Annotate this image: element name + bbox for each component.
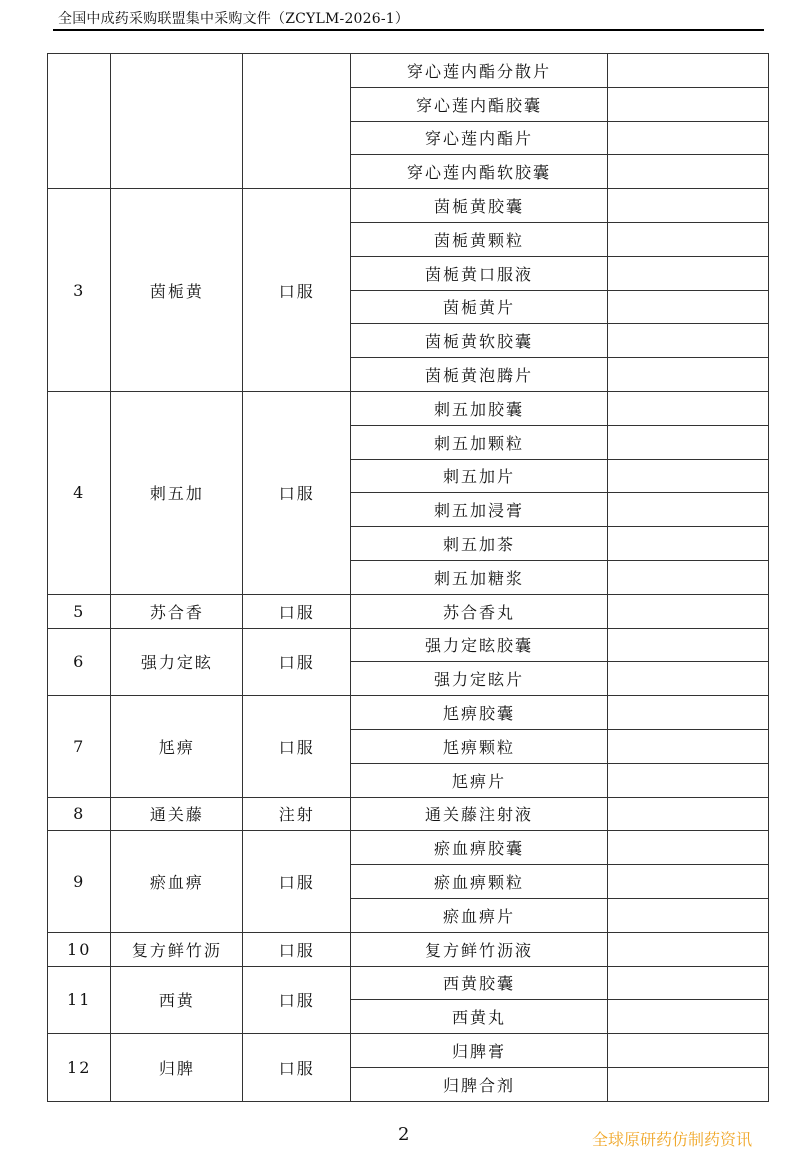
product-name: 穿心莲内酯片	[351, 121, 608, 155]
product-name: 瘀血痹片	[351, 898, 608, 932]
group-number: 11	[48, 966, 111, 1034]
product-name: 穿心莲内酯软胶囊	[351, 155, 608, 189]
empty-cell	[607, 155, 768, 189]
product-name: 复方鲜竹沥液	[351, 932, 608, 966]
drug-table	[47, 53, 769, 1102]
group-name: 西黄	[111, 966, 243, 1034]
table-row	[48, 831, 769, 865]
table-row	[48, 1034, 769, 1068]
empty-cell	[607, 729, 768, 763]
empty-cell	[607, 121, 768, 155]
group-name: 强力定眩	[111, 628, 243, 696]
product-name: 西黄丸	[351, 1000, 608, 1034]
product-name: 瘀血痹胶囊	[351, 831, 608, 865]
empty-cell	[607, 189, 768, 223]
group-name	[111, 54, 243, 189]
group-name: 复方鲜竹沥	[111, 932, 243, 966]
empty-cell	[607, 932, 768, 966]
document-header: 全国中成药采购联盟集中采购文件（ZCYLM-2026-1）	[58, 11, 410, 27]
route: 口服	[243, 831, 351, 932]
empty-cell	[607, 1067, 768, 1101]
group-number: 7	[48, 696, 111, 797]
table-row	[48, 54, 769, 88]
header-rule	[53, 29, 764, 31]
group-number: 5	[48, 594, 111, 628]
product-name: 归脾合剂	[351, 1067, 608, 1101]
product-name: 茵栀黄片	[351, 290, 608, 324]
group-name: 刺五加	[111, 391, 243, 594]
empty-cell	[607, 763, 768, 797]
table-row	[48, 966, 769, 1000]
product-name: 尪痹颗粒	[351, 729, 608, 763]
product-name: 茵栀黄口服液	[351, 256, 608, 290]
product-name: 茵栀黄泡腾片	[351, 358, 608, 392]
product-name: 瘀血痹颗粒	[351, 865, 608, 899]
product-name: 通关藤注射液	[351, 797, 608, 831]
empty-cell	[607, 1000, 768, 1034]
product-name: 归脾膏	[351, 1034, 608, 1068]
table-row	[48, 932, 769, 966]
empty-cell	[607, 256, 768, 290]
empty-cell	[607, 560, 768, 594]
empty-cell	[607, 290, 768, 324]
table-row	[48, 628, 769, 662]
group-number: 12	[48, 1034, 111, 1102]
product-name: 刺五加浸膏	[351, 493, 608, 527]
group-name: 归脾	[111, 1034, 243, 1102]
product-name: 穿心莲内酯胶囊	[351, 87, 608, 121]
product-name: 刺五加茶	[351, 527, 608, 561]
empty-cell	[607, 797, 768, 831]
route	[243, 54, 351, 189]
empty-cell	[607, 222, 768, 256]
route: 口服	[243, 966, 351, 1034]
group-number: 6	[48, 628, 111, 696]
route: 口服	[243, 932, 351, 966]
empty-cell	[607, 865, 768, 899]
empty-cell	[607, 459, 768, 493]
watermark: 全球原研药仿制药资讯	[592, 1130, 753, 1149]
product-name: 强力定眩胶囊	[351, 628, 608, 662]
group-number	[48, 54, 111, 189]
route: 口服	[243, 1034, 351, 1102]
route: 口服	[243, 189, 351, 392]
page-number: 2	[398, 1124, 410, 1145]
empty-cell	[607, 898, 768, 932]
product-name: 尪痹胶囊	[351, 696, 608, 730]
empty-cell	[607, 628, 768, 662]
empty-cell	[607, 425, 768, 459]
product-name: 强力定眩片	[351, 662, 608, 696]
empty-cell	[607, 831, 768, 865]
product-name: 刺五加胶囊	[351, 391, 608, 425]
product-name: 刺五加糖浆	[351, 560, 608, 594]
empty-cell	[607, 696, 768, 730]
group-name: 苏合香	[111, 594, 243, 628]
table-row	[48, 797, 769, 831]
product-name: 穿心莲内酯分散片	[351, 54, 608, 88]
empty-cell	[607, 594, 768, 628]
empty-cell	[607, 493, 768, 527]
product-name: 刺五加颗粒	[351, 425, 608, 459]
route: 口服	[243, 391, 351, 594]
group-name: 瘀血痹	[111, 831, 243, 932]
group-number: 8	[48, 797, 111, 831]
product-name: 茵栀黄颗粒	[351, 222, 608, 256]
table-body	[48, 54, 769, 1102]
empty-cell	[607, 1034, 768, 1068]
empty-cell	[607, 358, 768, 392]
group-number: 4	[48, 391, 111, 594]
product-name: 茵栀黄胶囊	[351, 189, 608, 223]
table-row	[48, 189, 769, 223]
group-name: 尪痹	[111, 696, 243, 797]
route: 口服	[243, 594, 351, 628]
route: 注射	[243, 797, 351, 831]
group-number: 3	[48, 189, 111, 392]
empty-cell	[607, 527, 768, 561]
group-number: 10	[48, 932, 111, 966]
route: 口服	[243, 628, 351, 696]
product-name: 茵栀黄软胶囊	[351, 324, 608, 358]
group-name: 通关藤	[111, 797, 243, 831]
empty-cell	[607, 391, 768, 425]
table-row	[48, 696, 769, 730]
empty-cell	[607, 966, 768, 1000]
table-row	[48, 594, 769, 628]
group-name: 茵栀黄	[111, 189, 243, 392]
product-name: 刺五加片	[351, 459, 608, 493]
group-number: 9	[48, 831, 111, 932]
table-row	[48, 391, 769, 425]
route: 口服	[243, 696, 351, 797]
product-name: 西黄胶囊	[351, 966, 608, 1000]
empty-cell	[607, 324, 768, 358]
product-name: 苏合香丸	[351, 594, 608, 628]
empty-cell	[607, 662, 768, 696]
empty-cell	[607, 87, 768, 121]
product-name: 尪痹片	[351, 763, 608, 797]
empty-cell	[607, 54, 768, 88]
